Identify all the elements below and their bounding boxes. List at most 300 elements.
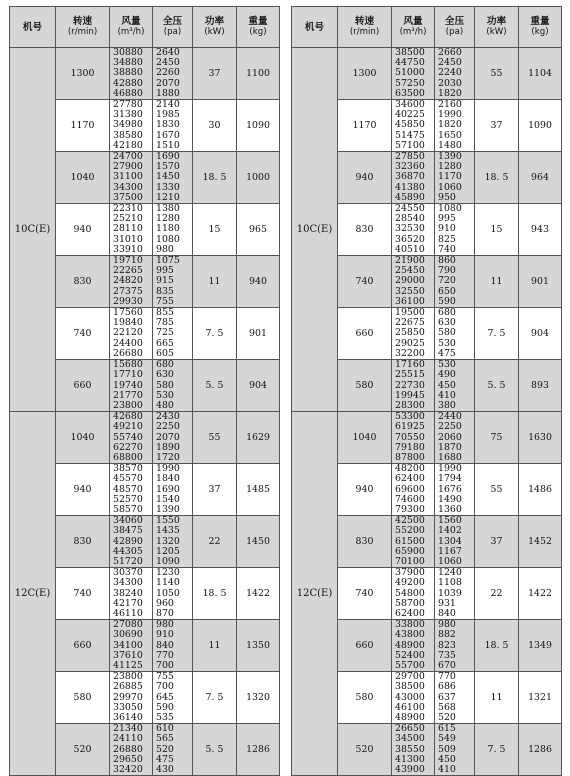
pressure-cell (435, 48, 475, 100)
airflow-value: 38570 (113, 463, 143, 475)
weight-cell: 1090 (237, 100, 280, 152)
airflow-value: 22120 (113, 327, 143, 339)
pressure-value: 785 (156, 317, 174, 329)
pressure-value: 840 (156, 639, 174, 651)
airflow-value: 38880 (113, 67, 143, 79)
airflow-value: 79180 (395, 441, 425, 453)
airflow-value: 17710 (113, 369, 143, 381)
pressure-cell (153, 724, 193, 776)
weight-cell: 1000 (237, 152, 280, 204)
speed-cell: 830 (338, 204, 392, 256)
pressure-value: 1390 (438, 151, 462, 163)
pressure-cell (435, 672, 475, 724)
weight-cell: 1286 (519, 724, 562, 776)
speed-cell: 740 (338, 568, 392, 620)
airflow-value: 34300 (113, 181, 143, 193)
airflow-value: 55740 (113, 431, 143, 443)
airflow-value: 25850 (395, 327, 425, 339)
pressure-value: 2250 (438, 421, 462, 433)
pressure-cell (153, 100, 193, 152)
power-cell: 37 (193, 464, 237, 516)
pressure-value: 1180 (156, 223, 180, 235)
airflow-value: 43900 (395, 764, 425, 776)
airflow-value: 87800 (395, 451, 425, 463)
speed-cell: 580 (338, 360, 392, 412)
airflow-value: 22310 (113, 203, 143, 215)
airflow-value: 61500 (395, 535, 425, 547)
airflow-value: 45890 (395, 191, 425, 203)
speed-cell: 1040 (56, 412, 110, 464)
pressure-value: 755 (156, 295, 174, 307)
pressure-value: 1680 (438, 451, 462, 463)
pressure-value: 630 (438, 317, 456, 329)
airflow-cell (110, 100, 153, 152)
pressure-value: 670 (438, 659, 456, 671)
power-cell: 11 (193, 620, 237, 672)
airflow-value: 28110 (113, 223, 143, 235)
airflow-value: 26885 (113, 681, 143, 693)
airflow-value: 28300 (395, 399, 425, 411)
airflow-value: 24820 (113, 275, 143, 287)
pressure-value: 1720 (156, 451, 180, 463)
pressure-value: 450 (438, 753, 456, 765)
airflow-cell (392, 256, 435, 308)
airflow-value: 79300 (395, 503, 425, 515)
pressure-value: 931 (438, 597, 456, 609)
speed-cell: 580 (338, 672, 392, 724)
power-cell: 37 (475, 100, 519, 152)
airflow-value: 52570 (113, 493, 143, 505)
pressure-value: 686 (438, 681, 456, 693)
pressure-value: 549 (438, 733, 456, 745)
table-row (10, 48, 280, 100)
pressure-value: 1890 (156, 441, 180, 453)
airflow-value: 68800 (113, 451, 143, 463)
pressure-cell (153, 360, 193, 412)
pressure-value: 1280 (438, 161, 462, 173)
weight-cell: 1422 (237, 568, 280, 620)
pressure-cell (435, 152, 475, 204)
airflow-value: 27780 (113, 99, 143, 111)
pressure-value: 480 (156, 399, 174, 411)
pressure-value: 1390 (156, 503, 180, 515)
pressure-value: 835 (156, 285, 174, 297)
airflow-value: 29025 (395, 337, 425, 349)
pressure-value: 725 (156, 327, 174, 339)
airflow-value: 32200 (395, 347, 425, 359)
power-cell: 7. 5 (193, 308, 237, 360)
pressure-value: 2070 (156, 431, 180, 443)
pressure-value: 1360 (438, 503, 462, 515)
airflow-value: 36100 (395, 295, 425, 307)
airflow-value: 21770 (113, 389, 143, 401)
airflow-value: 70100 (395, 555, 425, 567)
pressure-cell (435, 360, 475, 412)
power-cell: 15 (475, 204, 519, 256)
airflow-value: 31100 (113, 171, 143, 183)
airflow-value: 74600 (395, 493, 425, 505)
pressure-value: 1990 (438, 109, 462, 121)
airflow-value: 24400 (113, 337, 143, 349)
pressure-value: 580 (156, 379, 174, 391)
pressure-value: 650 (438, 285, 456, 297)
pressure-value: 700 (156, 681, 174, 693)
weight-cell: 1321 (519, 672, 562, 724)
airflow-cell (392, 568, 435, 620)
pressure-value: 1108 (438, 577, 462, 589)
pressure-value: 870 (156, 607, 174, 619)
airflow-value: 34300 (113, 577, 143, 589)
airflow-value: 23800 (113, 399, 143, 411)
pressure-cell (153, 48, 193, 100)
pressure-value: 823 (438, 639, 456, 651)
pressure-cell (153, 308, 193, 360)
fan-spec-table-left (9, 6, 280, 776)
pressure-value: 1210 (156, 191, 180, 203)
airflow-value: 22730 (395, 379, 425, 391)
speed-cell: 660 (338, 308, 392, 360)
speed-cell: 660 (56, 360, 110, 412)
airflow-value: 62400 (395, 607, 425, 619)
pressure-value: 950 (438, 191, 456, 203)
pressure-value: 1039 (438, 587, 462, 599)
power-cell: 18. 5 (193, 568, 237, 620)
pressure-value: 980 (156, 619, 174, 631)
speed-cell: 1170 (56, 100, 110, 152)
airflow-value: 42500 (395, 515, 425, 527)
pressure-cell (153, 620, 193, 672)
header-airflow: 风量 (m³/h) (392, 7, 435, 48)
pressure-value: 700 (156, 659, 174, 671)
airflow-value: 15680 (113, 359, 143, 371)
power-cell: 55 (475, 464, 519, 516)
airflow-value: 32420 (113, 764, 143, 776)
airflow-value: 23800 (113, 671, 143, 683)
pressure-cell (435, 568, 475, 620)
airflow-value: 46100 (395, 701, 425, 713)
model-cell: 12C(E) (10, 412, 56, 776)
airflow-value: 40225 (395, 109, 425, 121)
pressure-value: 680 (438, 307, 456, 319)
airflow-value: 24700 (113, 151, 143, 163)
speed-cell: 740 (338, 256, 392, 308)
table-row (10, 412, 280, 464)
airflow-value: 40510 (395, 243, 425, 255)
power-cell: 5. 5 (475, 360, 519, 412)
airflow-cell (392, 360, 435, 412)
weight-cell: 1090 (519, 100, 562, 152)
pressure-value: 755 (156, 671, 174, 683)
airflow-cell (392, 464, 435, 516)
power-cell: 75 (475, 412, 519, 464)
model-cell: 10C(E) (10, 48, 56, 412)
pressure-value: 1205 (156, 545, 180, 557)
pressure-value: 580 (438, 327, 456, 339)
airflow-value: 57100 (395, 139, 425, 151)
airflow-cell (110, 516, 153, 568)
airflow-value: 27850 (395, 151, 425, 163)
pressure-value: 1510 (156, 139, 180, 151)
pressure-value: 770 (438, 671, 456, 683)
fan-spec-table-right (291, 6, 562, 776)
pressure-value: 1080 (156, 233, 180, 245)
airflow-cell (392, 100, 435, 152)
weight-cell: 904 (519, 308, 562, 360)
weight-cell: 1450 (237, 516, 280, 568)
airflow-value: 62400 (395, 473, 425, 485)
power-cell: 37 (475, 516, 519, 568)
pressure-value: 605 (156, 347, 174, 359)
airflow-cell (110, 204, 153, 256)
airflow-value: 38580 (113, 129, 143, 141)
pressure-cell (153, 568, 193, 620)
airflow-value: 46880 (113, 87, 143, 99)
airflow-value: 51000 (395, 67, 425, 79)
airflow-value: 49200 (395, 577, 425, 589)
airflow-value: 41125 (113, 659, 143, 671)
pressure-cell (435, 412, 475, 464)
airflow-value: 30370 (113, 567, 143, 579)
airflow-value: 48570 (113, 483, 143, 495)
airflow-value: 22675 (395, 317, 425, 329)
airflow-value: 58570 (113, 503, 143, 515)
airflow-value: 42880 (113, 77, 143, 89)
airflow-value: 33800 (395, 619, 425, 631)
power-cell: 18. 5 (475, 152, 519, 204)
pressure-value: 520 (438, 712, 456, 723)
airflow-value: 19710 (113, 255, 143, 267)
airflow-value: 19945 (395, 389, 425, 401)
pressure-value: 1050 (156, 587, 180, 599)
pressure-value: 2160 (438, 99, 462, 111)
airflow-value: 48200 (395, 463, 425, 475)
pressure-value: 475 (156, 753, 174, 765)
pressure-value: 2260 (156, 67, 180, 79)
power-cell: 18. 5 (193, 152, 237, 204)
pressure-value: 2070 (156, 77, 180, 89)
airflow-value: 27080 (113, 619, 143, 631)
airflow-value: 38240 (113, 587, 143, 599)
airflow-value: 36870 (395, 171, 425, 183)
airflow-value: 54800 (395, 587, 425, 599)
airflow-value: 51720 (113, 555, 143, 567)
pressure-cell (435, 204, 475, 256)
airflow-value: 27900 (113, 161, 143, 173)
airflow-value: 29650 (113, 753, 143, 765)
pressure-value: 960 (156, 597, 174, 609)
airflow-cell (110, 412, 153, 464)
airflow-cell (392, 620, 435, 672)
airflow-value: 29000 (395, 275, 425, 287)
airflow-value: 33910 (113, 243, 143, 255)
pressure-value: 2030 (438, 77, 462, 89)
speed-cell: 1300 (56, 48, 110, 100)
header-model: 机号 (10, 7, 56, 48)
pressure-value: 1794 (438, 473, 462, 485)
airflow-value: 52400 (395, 649, 425, 661)
airflow-value: 44305 (113, 545, 143, 557)
airflow-cell (392, 412, 435, 464)
pressure-value: 1490 (438, 493, 462, 505)
airflow-value: 45850 (395, 119, 425, 131)
power-cell: 11 (475, 256, 519, 308)
airflow-value: 21900 (395, 255, 425, 267)
pressure-value: 720 (438, 275, 456, 287)
airflow-cell (110, 724, 153, 776)
airflow-value: 41300 (395, 753, 425, 765)
weight-cell: 1452 (519, 516, 562, 568)
weight-cell: 1104 (519, 48, 562, 100)
airflow-value: 57250 (395, 77, 425, 89)
pressure-value: 1402 (438, 525, 462, 537)
pressure-value: 530 (438, 359, 456, 371)
airflow-cell (392, 152, 435, 204)
speed-cell: 940 (338, 152, 392, 204)
weight-cell: 1320 (237, 672, 280, 724)
pressure-cell (153, 464, 193, 516)
airflow-value: 21340 (113, 723, 143, 735)
weight-cell: 901 (519, 256, 562, 308)
airflow-value: 42680 (113, 411, 143, 423)
pressure-value: 630 (156, 369, 174, 381)
header-speed: 转速 (r/min) (56, 7, 110, 48)
table-row (292, 48, 562, 100)
airflow-value: 48900 (395, 639, 425, 651)
pressure-value: 2430 (156, 411, 180, 423)
airflow-value: 37900 (395, 567, 425, 579)
pressure-value: 1380 (156, 203, 180, 215)
pressure-cell (153, 204, 193, 256)
pressure-value: 1550 (156, 515, 180, 527)
airflow-value: 26680 (113, 347, 143, 359)
airflow-cell (110, 464, 153, 516)
airflow-value: 38475 (113, 525, 143, 537)
speed-cell: 1040 (338, 412, 392, 464)
pressure-value: 380 (438, 399, 456, 411)
airflow-value: 55200 (395, 525, 425, 537)
power-cell: 22 (193, 516, 237, 568)
pressure-cell (435, 100, 475, 152)
airflow-value: 30880 (113, 47, 143, 58)
speed-cell: 1170 (338, 100, 392, 152)
airflow-value: 24550 (395, 203, 425, 215)
pressure-value: 590 (438, 295, 456, 307)
pressure-value: 1280 (156, 213, 180, 225)
pressure-value: 450 (438, 379, 456, 391)
pressure-value: 1676 (438, 483, 462, 495)
power-cell: 18. 5 (475, 620, 519, 672)
airflow-value: 34060 (113, 515, 143, 527)
airflow-value: 37500 (113, 191, 143, 203)
pressure-value: 1435 (156, 525, 180, 537)
weight-cell: 1100 (237, 48, 280, 100)
airflow-value: 37610 (113, 649, 143, 661)
speed-cell: 830 (338, 516, 392, 568)
pressure-value: 2250 (156, 421, 180, 433)
pressure-cell (435, 256, 475, 308)
airflow-value: 33050 (113, 701, 143, 713)
speed-cell: 660 (56, 620, 110, 672)
pressure-value: 568 (438, 701, 456, 713)
speed-cell: 520 (56, 724, 110, 776)
power-cell: 30 (193, 100, 237, 152)
airflow-cell (110, 308, 153, 360)
airflow-value: 42890 (113, 535, 143, 547)
pressure-value: 1240 (438, 567, 462, 579)
airflow-value: 22265 (113, 265, 143, 277)
pressure-value: 995 (438, 213, 456, 225)
pressure-value: 1690 (156, 151, 180, 163)
power-cell: 37 (193, 48, 237, 100)
pressure-value: 1090 (156, 555, 180, 567)
airflow-cell (110, 256, 153, 308)
speed-cell: 1040 (56, 152, 110, 204)
speed-cell: 740 (56, 568, 110, 620)
pressure-value: 1060 (438, 181, 462, 193)
weight-cell: 1349 (519, 620, 562, 672)
pressure-value: 430 (156, 764, 174, 776)
pressure-value: 2240 (438, 67, 462, 79)
airflow-value: 27375 (113, 285, 143, 297)
speed-cell: 1300 (338, 48, 392, 100)
airflow-value: 29930 (113, 295, 143, 307)
weight-cell: 964 (519, 152, 562, 204)
header-power: 功率 (kW) (193, 7, 237, 48)
pressure-value: 410 (438, 389, 456, 401)
pressure-value: 1870 (438, 441, 462, 453)
airflow-value: 42170 (113, 597, 143, 609)
weight-cell: 965 (237, 204, 280, 256)
pressure-value: 1075 (156, 255, 180, 267)
airflow-value: 44750 (395, 57, 425, 69)
pressure-value: 1985 (156, 109, 180, 121)
model-cell: 10C(E) (292, 48, 338, 412)
airflow-value: 70550 (395, 431, 425, 443)
airflow-value: 61925 (395, 421, 425, 433)
header-pressure: 全压 (pa) (153, 7, 193, 48)
pressure-cell (435, 516, 475, 568)
power-cell: 11 (193, 256, 237, 308)
pressure-value: 530 (156, 389, 174, 401)
airflow-value: 26880 (113, 743, 143, 755)
weight-cell: 1630 (519, 412, 562, 464)
pressure-value: 490 (438, 369, 456, 381)
pressure-value: 410 (438, 764, 456, 776)
airflow-value: 65900 (395, 545, 425, 557)
airflow-value: 25450 (395, 265, 425, 277)
speed-cell: 520 (338, 724, 392, 776)
pressure-value: 790 (438, 265, 456, 277)
weight-cell: 893 (519, 360, 562, 412)
header-airflow: 风量 (m³/h) (110, 7, 153, 48)
airflow-value: 69600 (395, 483, 425, 495)
pressure-value: 1450 (156, 171, 180, 183)
weight-cell: 1486 (519, 464, 562, 516)
pressure-value: 1650 (438, 129, 462, 141)
airflow-value: 19740 (113, 379, 143, 391)
power-cell: 5. 5 (193, 724, 237, 776)
pressure-value: 855 (156, 307, 174, 319)
pressure-value: 565 (156, 733, 174, 745)
pressure-value: 1840 (156, 473, 180, 485)
pressure-value: 1304 (438, 535, 462, 547)
pressure-value: 1170 (438, 171, 462, 183)
header-row (10, 7, 280, 48)
weight-cell: 1286 (237, 724, 280, 776)
airflow-value: 38500 (395, 47, 425, 58)
pressure-value: 1167 (438, 545, 462, 557)
airflow-value: 32530 (395, 223, 425, 235)
